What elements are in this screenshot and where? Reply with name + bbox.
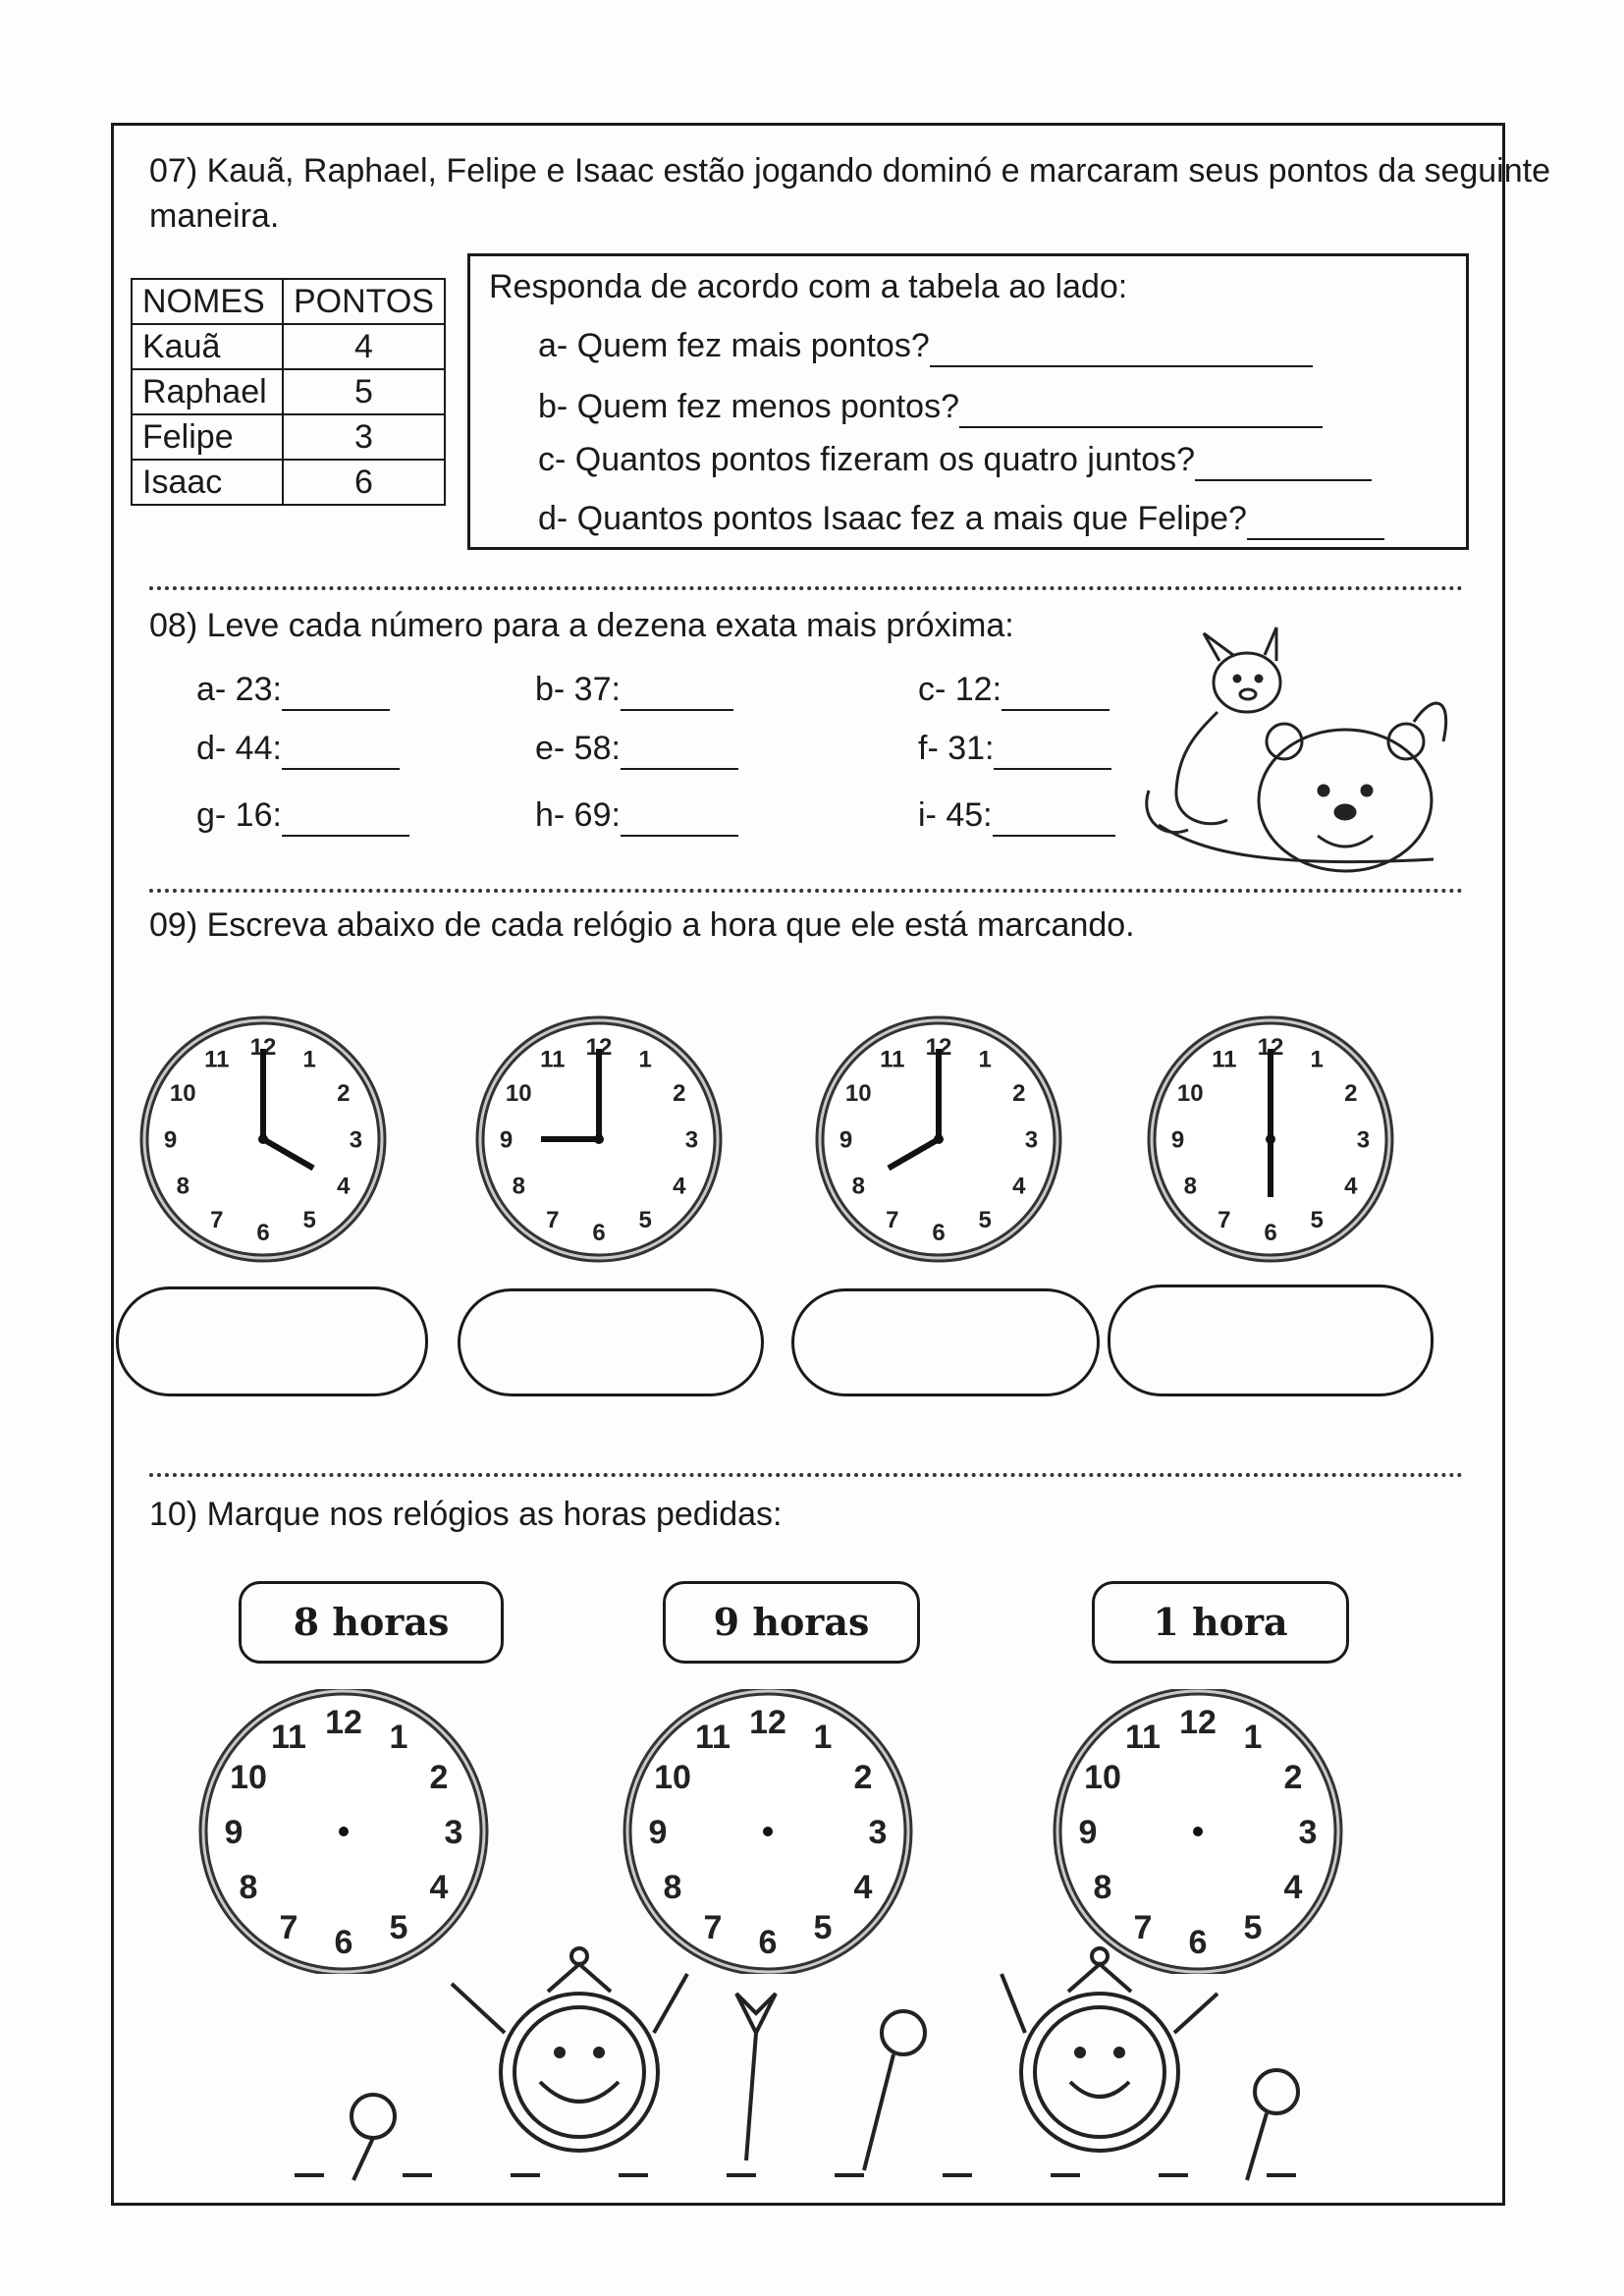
clock-numeral: 9 (224, 1813, 244, 1851)
clock-numeral: 3 (1298, 1813, 1318, 1851)
clock-numeral: 1 (1243, 1718, 1263, 1756)
rounding-item: i- 45: (918, 793, 1115, 837)
clock-numeral: 10 (1176, 1080, 1204, 1108)
clock-numeral: 6 (256, 1219, 270, 1246)
q08-title: 08) Leve cada número para a dezena exata mais próxima: (149, 607, 1014, 644)
clock-numeral: 8 (851, 1173, 865, 1200)
q07-text-line2: maneira. (149, 197, 280, 235)
answer-line[interactable] (621, 674, 733, 711)
clock-numeral: 4 (429, 1868, 449, 1906)
clock-numeral: 1 (638, 1046, 652, 1073)
clock-numeral: 3 (684, 1126, 699, 1154)
clock-center (339, 1827, 349, 1836)
clock-numeral: 3 (349, 1126, 363, 1154)
clock-numeral: 1 (389, 1718, 408, 1756)
clock-numeral: 1 (813, 1718, 833, 1756)
clocks-to-read (137, 992, 1483, 1286)
answer-line[interactable] (621, 733, 738, 770)
q10-title: 10) Marque nos relógios as horas pedidas: (149, 1496, 783, 1533)
clock-numeral: 5 (978, 1207, 992, 1234)
clock-numeral: 11 (1125, 1718, 1161, 1756)
clock-numeral: 12 (925, 1034, 952, 1061)
clock-numeral: 6 (1264, 1219, 1277, 1246)
questions-box-title: Responda de acordo com a tabela ao lado: (489, 268, 1128, 305)
clock-center (258, 1134, 268, 1144)
answer-line[interactable] (994, 733, 1111, 770)
table-row (132, 369, 445, 414)
clock-numeral: 7 (546, 1207, 560, 1234)
clock-numeral: 10 (505, 1080, 532, 1108)
rounding-item: d- 44: (196, 727, 400, 770)
clock-numeral: 9 (163, 1126, 178, 1154)
hour-label: 9 horas (663, 1581, 920, 1664)
clock-numeral: 7 (1133, 1908, 1153, 1946)
answer-box[interactable] (116, 1286, 428, 1396)
clock-numeral: 4 (853, 1868, 873, 1906)
rounding-item: f- 31: (918, 727, 1111, 770)
clock-numeral: 2 (1283, 1758, 1303, 1796)
clock-numeral: 10 (1084, 1758, 1121, 1796)
clock-numeral: 12 (585, 1034, 613, 1061)
answer-line[interactable] (282, 674, 390, 711)
player-points: 3 (283, 414, 445, 460)
clock-numeral: 7 (1218, 1207, 1231, 1234)
clock (141, 1017, 385, 1261)
table-header-row (132, 279, 445, 324)
question-b: b- Quem fez menos pontos? (538, 385, 1323, 428)
question-d: d- Quantos pontos Isaac fez a mais que Felipe? (538, 497, 1384, 540)
question-a: a- Quem fez mais pontos? (538, 324, 1313, 367)
clock-numeral: 1 (978, 1046, 992, 1073)
answer-line[interactable] (1247, 503, 1384, 540)
divider (149, 1473, 1463, 1477)
clock-numeral: 1 (302, 1046, 316, 1073)
clock-numeral: 6 (932, 1219, 946, 1246)
clock-numeral: 7 (703, 1908, 723, 1946)
pooh-piglet-illustration (1139, 604, 1463, 889)
clock-numeral: 2 (673, 1080, 686, 1108)
clock-center (594, 1134, 604, 1144)
clock-center (934, 1134, 944, 1144)
clock-numeral: 5 (1243, 1908, 1263, 1946)
clock-numeral: 2 (337, 1080, 351, 1108)
clock-center (1193, 1827, 1203, 1836)
player-name: Kauã (132, 324, 283, 369)
clock-numeral: 3 (1024, 1126, 1039, 1154)
clock-numeral: 8 (512, 1173, 525, 1200)
clock-numeral: 8 (1183, 1173, 1197, 1200)
hour-label: 1 hora (1092, 1581, 1349, 1664)
clock-numeral: 9 (839, 1126, 853, 1154)
clock-numeral: 4 (1283, 1868, 1303, 1906)
answer-line[interactable] (282, 799, 409, 837)
hour-label: 8 horas (239, 1581, 504, 1664)
clock (477, 1017, 721, 1261)
table-row (132, 460, 445, 505)
answer-line[interactable] (993, 799, 1115, 837)
clock-center (763, 1827, 773, 1836)
clock-numeral: 1 (1310, 1046, 1324, 1073)
clock-numeral: 9 (1078, 1813, 1098, 1851)
clock-numeral: 11 (271, 1718, 306, 1756)
clock-numeral: 3 (444, 1813, 463, 1851)
rounding-item: b- 37: (535, 668, 733, 711)
answer-box[interactable] (791, 1288, 1100, 1396)
clock-numeral: 8 (176, 1173, 189, 1200)
clock-characters-decoration (295, 1925, 1375, 2190)
clock-numeral: 10 (844, 1080, 872, 1108)
clock (817, 1017, 1060, 1261)
clock-numeral: 12 (1257, 1034, 1284, 1061)
clock-numeral: 12 (1179, 1703, 1217, 1741)
player-name: Isaac (132, 460, 283, 505)
rounding-item: c- 12: (918, 668, 1110, 711)
rounding-item: e- 58: (535, 727, 738, 770)
q09-title: 09) Escreva abaixo de cada relógio a hora que ele está marcando. (149, 906, 1135, 944)
points-table (131, 278, 446, 506)
clock-numeral: 10 (169, 1080, 196, 1108)
clock-numeral: 4 (337, 1173, 351, 1200)
clock (1149, 1017, 1392, 1261)
header-points: PONTOS (283, 279, 445, 324)
clock-numeral: 6 (758, 1923, 778, 1961)
clock-numeral: 10 (654, 1758, 691, 1796)
clock-numeral: 11 (540, 1046, 566, 1073)
clock-numeral: 4 (673, 1173, 686, 1200)
player-name: Felipe (132, 414, 283, 460)
clock-numeral: 2 (1344, 1080, 1358, 1108)
clock-numeral: 4 (1344, 1173, 1358, 1200)
clock-numeral: 2 (853, 1758, 873, 1796)
answer-line[interactable] (930, 330, 1313, 367)
answer-line[interactable] (959, 391, 1323, 428)
clock-numeral: 11 (1212, 1046, 1237, 1073)
clock-numeral: 5 (638, 1207, 652, 1234)
question-c: c- Quantos pontos fizeram os quatro juntos? (538, 438, 1372, 481)
clock-numeral: 5 (1310, 1207, 1324, 1234)
clock-numeral: 3 (1356, 1126, 1371, 1154)
clock-numeral: 10 (230, 1758, 267, 1796)
player-name: Raphael (132, 369, 283, 414)
clock-numeral: 12 (749, 1703, 786, 1741)
clock-center (1266, 1134, 1275, 1144)
clock-numeral: 8 (1093, 1868, 1112, 1906)
rounding-item: a- 23: (196, 668, 390, 711)
header-names: NOMES (132, 279, 283, 324)
clock-numeral: 4 (1012, 1173, 1026, 1200)
clock-numeral: 2 (429, 1758, 449, 1796)
clock-numeral: 2 (1012, 1080, 1026, 1108)
clock-numeral: 9 (648, 1813, 668, 1851)
clock-numeral: 8 (239, 1868, 258, 1906)
rounding-item: h- 69: (535, 793, 738, 837)
answer-line[interactable] (1195, 444, 1372, 481)
answer-box[interactable] (458, 1288, 764, 1396)
divider (149, 889, 1463, 893)
clock-numeral: 8 (663, 1868, 682, 1906)
clock-numeral: 5 (302, 1207, 316, 1234)
clock-numeral: 11 (880, 1046, 905, 1073)
clock-numeral: 5 (389, 1908, 408, 1946)
answer-box[interactable] (1108, 1285, 1434, 1396)
clock-numeral: 7 (210, 1207, 224, 1234)
answer-line[interactable] (621, 799, 738, 837)
clock-numeral: 6 (334, 1923, 353, 1961)
answer-line[interactable] (282, 733, 400, 770)
clock-numeral: 11 (695, 1718, 731, 1756)
clock-numeral: 5 (813, 1908, 833, 1946)
clock-numeral: 7 (886, 1207, 899, 1234)
clock-numeral: 9 (499, 1126, 514, 1154)
divider (149, 586, 1463, 590)
player-points: 6 (283, 460, 445, 505)
rounding-item: g- 16: (196, 793, 409, 837)
table-row (132, 324, 445, 369)
clock-numeral: 11 (204, 1046, 230, 1073)
clock-numeral: 9 (1170, 1126, 1185, 1154)
q07-text-line1: 07) Kauã, Raphael, Felipe e Isaac estão jogando dominó e marcaram seus pontos da seguinte (149, 152, 1551, 190)
player-points: 4 (283, 324, 445, 369)
clock-numeral: 6 (1188, 1923, 1208, 1961)
player-points: 5 (283, 369, 445, 414)
answer-line[interactable] (1001, 674, 1110, 711)
clock-numeral: 12 (249, 1034, 277, 1061)
clock-numeral: 12 (325, 1703, 362, 1741)
table-row (132, 414, 445, 460)
clock-numeral: 3 (868, 1813, 888, 1851)
clock-numeral: 7 (279, 1908, 298, 1946)
clock-numeral: 6 (592, 1219, 606, 1246)
